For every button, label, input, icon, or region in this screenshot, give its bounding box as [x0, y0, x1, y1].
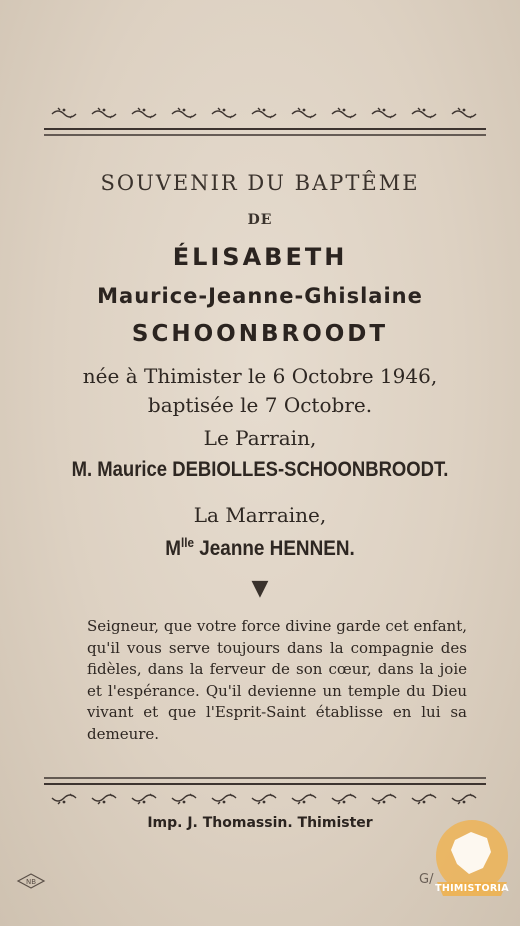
border-dot [103, 109, 106, 112]
border-dot [463, 801, 466, 804]
godmother-name-text: Jeanne HENNEN. [194, 537, 355, 560]
border-dot [143, 109, 146, 112]
border-dot [423, 109, 426, 112]
first-name: ÉLISABETH [172, 243, 348, 271]
border-dot [143, 801, 146, 804]
border-dot [263, 801, 266, 804]
border-dot [463, 109, 466, 112]
border-dot [103, 801, 106, 804]
border-dot [343, 109, 346, 112]
border-dot [383, 801, 386, 804]
printer-credit: Imp. J. Thomassin. Thimister [147, 815, 373, 831]
border-dot [183, 801, 186, 804]
middle-names: Maurice-Jeanne-Ghislaine [97, 284, 423, 308]
code-reference: G/ [419, 872, 434, 887]
prayer-text: Seigneur, que votre force divine garde cet enfant, qu'il vous serve toujours dans la compagnie des fidèles, dans la ferveur de son cœur, dans la joie et l'espérance. Qu'il devienne un temple du Dieu vivant et que l'Esprit-Saint établisse en lui sa demeure. [87, 617, 467, 743]
heart-ornament-icon: ▼ [251, 576, 269, 601]
maker-mark-text: NB [25, 878, 37, 886]
godfather-label: Le Parrain, [203, 426, 317, 450]
birth-line: née à Thimister le 6 Octobre 1946, [82, 364, 438, 388]
surname: SCHOONBROODT [131, 321, 389, 347]
border-dot [423, 801, 426, 804]
godfather-name: M. Maurice DEBIOLLES-SCHOONBROODT. [71, 458, 449, 481]
border-dot [63, 801, 66, 804]
border-dot [183, 109, 186, 112]
watermark-text: THIMISTORIA [435, 883, 509, 894]
border-dot [303, 801, 306, 804]
godmother-name [26, 535, 494, 561]
border-dot [303, 109, 306, 112]
godmother-prefix: M [165, 537, 182, 560]
godmother-label: La Marraine, [193, 503, 327, 527]
bottom-ornamental-border [44, 776, 486, 810]
top-ornamental-border [44, 102, 486, 138]
border-dot [383, 109, 386, 112]
de-label: DE [247, 212, 273, 228]
card-title: SOUVENIR DU BAPTÊME [100, 171, 420, 195]
godmother-prefix-sup: lle [181, 535, 195, 550]
border-dot [263, 109, 266, 112]
border-dot [223, 801, 226, 804]
baptism-line: baptisée le 7 Octobre. [147, 393, 373, 417]
thimistoria-logo-icon [431, 818, 513, 910]
border-dot [223, 109, 226, 112]
border-dot [343, 801, 346, 804]
border-dot [63, 109, 66, 112]
maker-mark-icon [16, 872, 46, 890]
